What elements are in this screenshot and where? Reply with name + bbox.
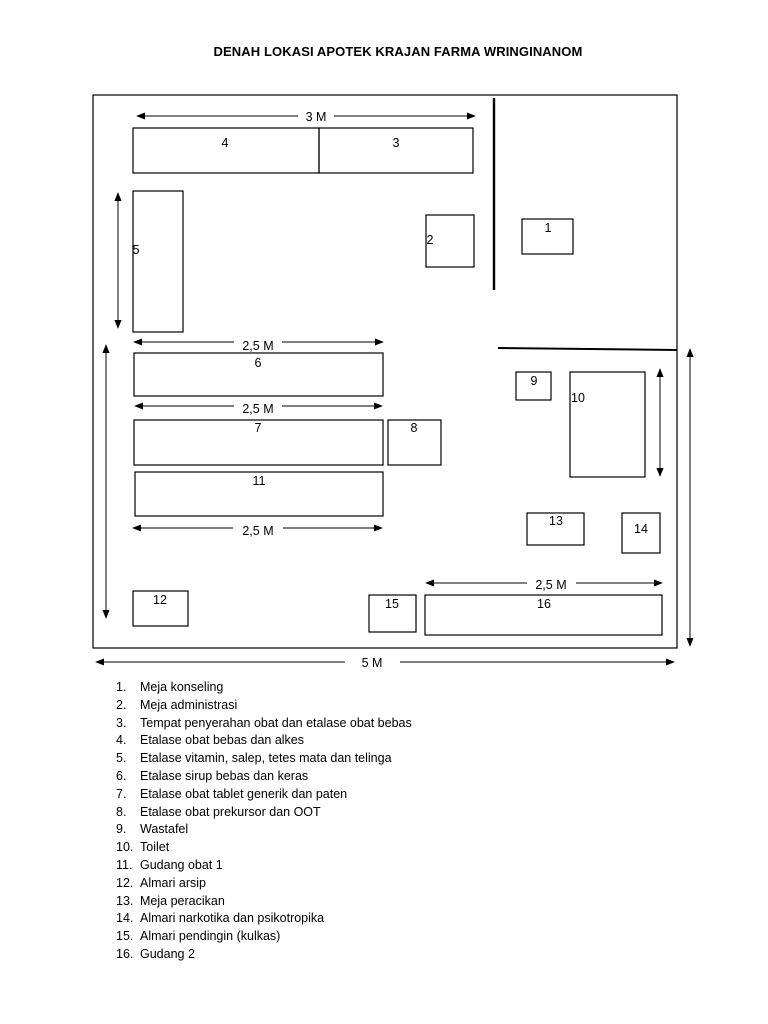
legend-item: 13. Meja peracikan bbox=[116, 893, 225, 908]
box-label-2: 2 bbox=[426, 233, 434, 247]
box-10 bbox=[570, 372, 645, 477]
box-label-12: 12 bbox=[153, 593, 167, 607]
box-label-11: 11 bbox=[252, 474, 266, 488]
box-4 bbox=[133, 128, 319, 173]
legend-item: 2. Meja administrasi bbox=[116, 697, 238, 712]
box-label-1: 1 bbox=[544, 221, 552, 235]
box-label-13: 13 bbox=[549, 514, 563, 528]
legend-item: 10. Toilet bbox=[116, 840, 170, 855]
legend-item: 15. Almari pendingin (kulkas) bbox=[116, 929, 281, 944]
box-label-14: 14 bbox=[634, 522, 648, 536]
dim-label-6: 2,5 M bbox=[242, 339, 274, 353]
legend-item: 1. Meja konseling bbox=[116, 680, 224, 694]
box-label-4: 4 bbox=[221, 136, 229, 150]
legend-item: 4. Etalase obat bebas dan alkes bbox=[116, 733, 305, 748]
dim-label-5m: 5 M bbox=[361, 656, 383, 670]
legend-item: 8. Etalase obat prekursor dan OOT bbox=[116, 804, 321, 819]
box-label-16: 16 bbox=[537, 597, 551, 611]
box-label-7: 7 bbox=[254, 421, 262, 435]
legend-item: 16. Gudang 2 bbox=[116, 946, 195, 961]
legend-item: 3. Tempat penyerahan obat dan etalase obat bebas bbox=[116, 715, 412, 730]
legend-item: 7. Etalase obat tablet generik dan paten bbox=[116, 786, 348, 801]
legend-item: 9. Wastafel bbox=[116, 822, 189, 837]
legend-list bbox=[116, 679, 412, 964]
legend-item: 14. Almari narkotika dan psikotropika bbox=[116, 911, 325, 926]
box-5 bbox=[133, 191, 183, 332]
legend-item: 5. Etalase vitamin, salep, tetes mata dan telinga bbox=[116, 751, 392, 766]
box-label-9: 9 bbox=[530, 374, 538, 388]
box-label-5: 5 bbox=[132, 243, 140, 257]
box-label-3: 3 bbox=[392, 136, 400, 150]
partition-wall-horizontal bbox=[498, 348, 677, 350]
box-label-10: 10 bbox=[571, 391, 585, 405]
box-label-6: 6 bbox=[254, 356, 262, 370]
page-title: DENAH LOKASI APOTEK KRAJAN FARMA WRINGINANOM bbox=[213, 44, 583, 59]
box-label-8: 8 bbox=[410, 421, 418, 435]
legend-item: 11. Gudang obat 1 bbox=[116, 857, 223, 872]
legend-item: 6. Etalase sirup bebas dan keras bbox=[116, 768, 309, 783]
dim-label-16: 2,5 M bbox=[535, 578, 567, 592]
dim-label-7: 2,5 M bbox=[242, 402, 274, 416]
dim-label-11: 2,5 M bbox=[242, 524, 274, 538]
legend-item: 12. Almari arsip bbox=[116, 875, 206, 890]
box-label-15: 15 bbox=[385, 597, 399, 611]
box-3 bbox=[319, 128, 473, 173]
dim-label-3m: 3 M bbox=[305, 110, 327, 124]
